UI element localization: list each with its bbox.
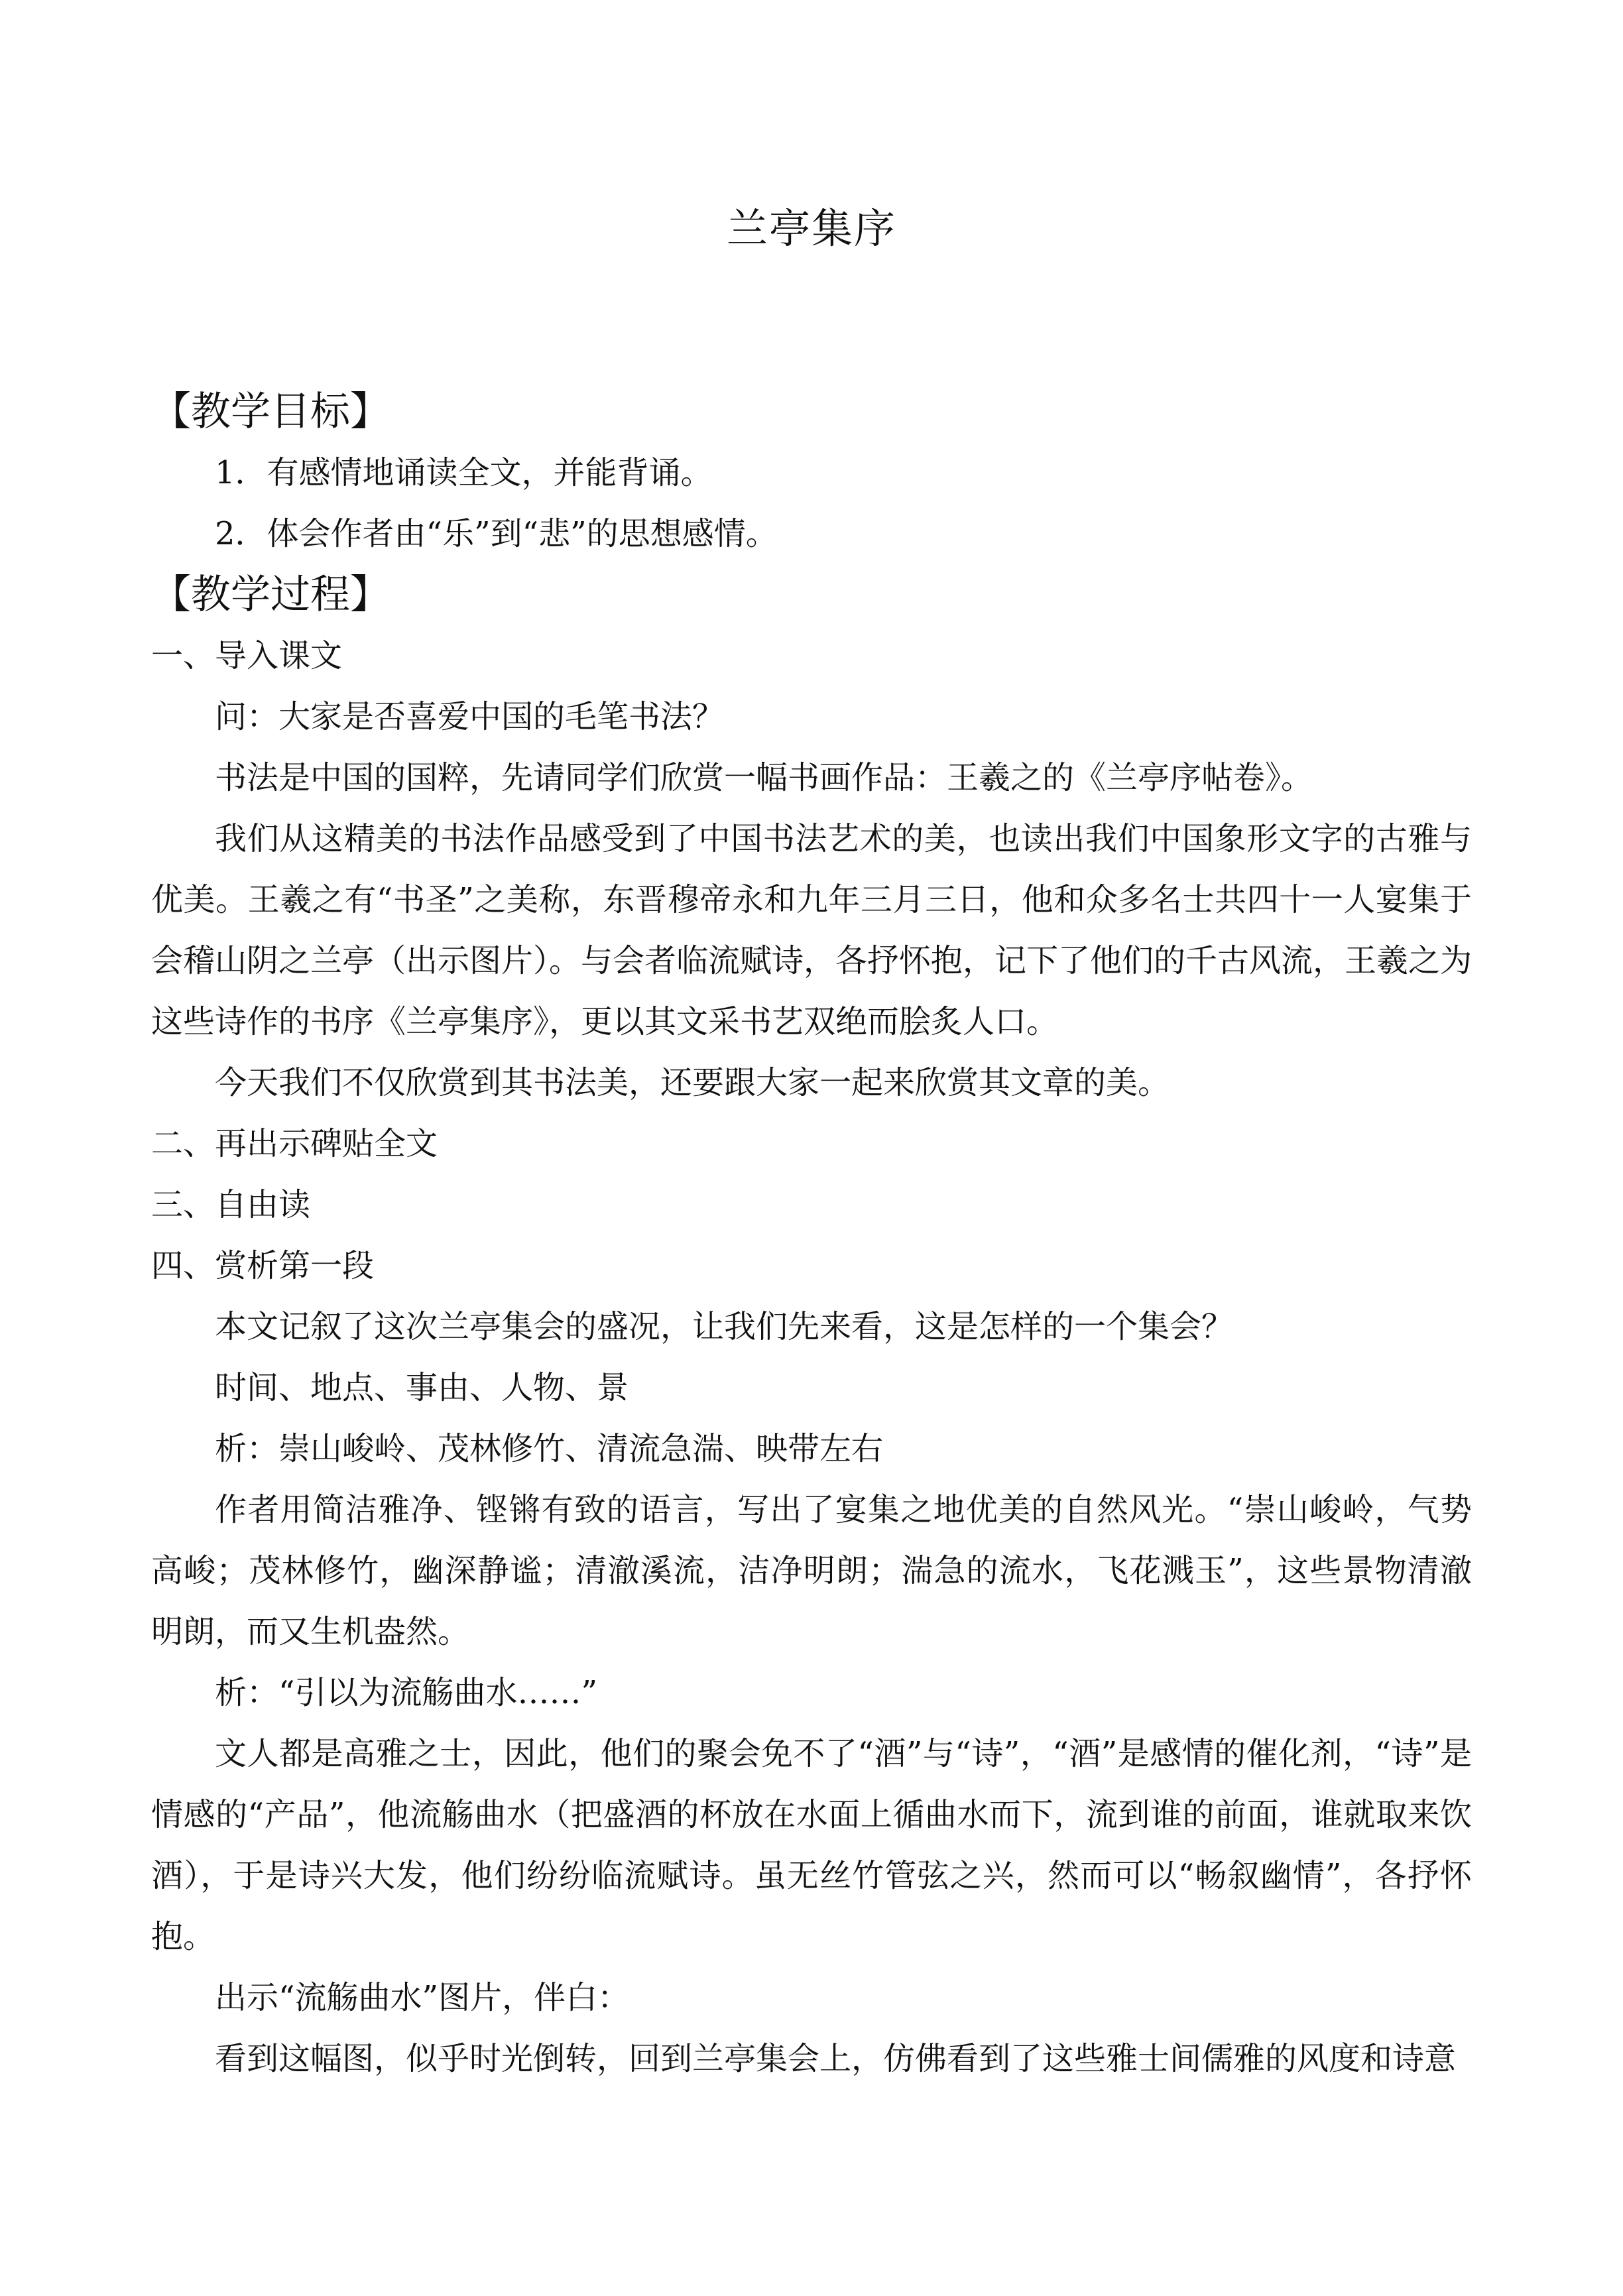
elements-paragraph: 时间、地点、事由、人物、景 [215, 1369, 629, 1406]
gathering-question-paragraph: 本文记叙了这次兰亭集会的盛况，让我们先来看，这是怎样的一个集会？ [215, 1308, 1234, 1345]
step-heading-1: 一、导入课文 [151, 637, 343, 674]
intro-paragraph: 书法是中国的国粹，先请同学们欣赏一幅书画作品：王羲之的《兰亭序帖卷》。 [215, 759, 1313, 796]
wine-poetry-paragraph: 文人都是高雅之士，因此，他们的聚会免不了“酒”与“诗”，“酒”是感情的催化剂，“诗”是情感的“产品”，他流觞曲水（把盛酒的杯放在水面上循曲水而下，流到谁的前面，谁就取来饮酒），于是诗兴大发，他们纷纷临流赋诗。虽无丝竹管弦之兴，然而可以“畅叙幽情”，各抒怀抱。 [151, 1735, 1472, 1955]
process-heading: 【教学过程】 [151, 572, 390, 618]
image-cue-paragraph: 出示“流觞曲水”图片，伴白： [215, 1979, 630, 2016]
step-heading-2: 二、再出示碑贴全文 [151, 1125, 438, 1162]
analysis-paragraph-2: 析：“引以为流觞曲水……” [215, 1674, 598, 1711]
document-body [151, 381, 1472, 2089]
question-paragraph: 问：大家是否喜爱中国的毛笔书法？ [215, 698, 725, 735]
document-title: 兰亭集序 [726, 204, 896, 253]
objectives-heading: 【教学目标】 [151, 389, 390, 435]
transition-paragraph: 今天我们不仅欣赏到其书法美，还要跟大家一起来欣赏其文章的美。 [215, 1064, 1170, 1101]
step-heading-4: 四、赏析第一段 [151, 1247, 375, 1284]
scenery-paragraph: 作者用简洁雅净、铿锵有致的语言，写出了宴集之地优美的自然风光。“崇山峻岭，气势高峻；茂林修竹，幽深静谧；清澈溪流，洁净明朗；湍急的流水，飞花溅玉”，这些景物清澈明朗，而又生机盎然。 [151, 1491, 1472, 1650]
analysis-paragraph-1: 析：崇山峻岭、茂林修竹、清流急湍、映带左右 [215, 1430, 884, 1467]
objective-item-2: 2．体会作者由“乐”到“悲”的思想感情。 [215, 515, 778, 552]
closing-paragraph: 看到这幅图，似乎时光倒转，回到兰亭集会上，仿佛看到了这些雅士间儒雅的风度和诗意 [215, 2040, 1457, 2077]
background-paragraph: 我们从这精美的书法作品感受到了中国书法艺术的美，也读出我们中国象形文字的古雅与优美。王羲之有“书圣”之美称，东晋穆帝永和九年三月三日，他和众多名士共四十一人宴集于会稽山阴之兰亭（出示图片）。与会者临流赋诗，各抒怀抱，记下了他们的千古风流，王羲之为这些诗作的书序《兰亭集序》，更以其文采书艺双绝而脍炙人口。 [151, 820, 1473, 1040]
step-heading-3: 三、自由读 [151, 1186, 311, 1223]
objective-item-1: 1．有感情地诵读全文，并能背诵。 [215, 454, 713, 491]
